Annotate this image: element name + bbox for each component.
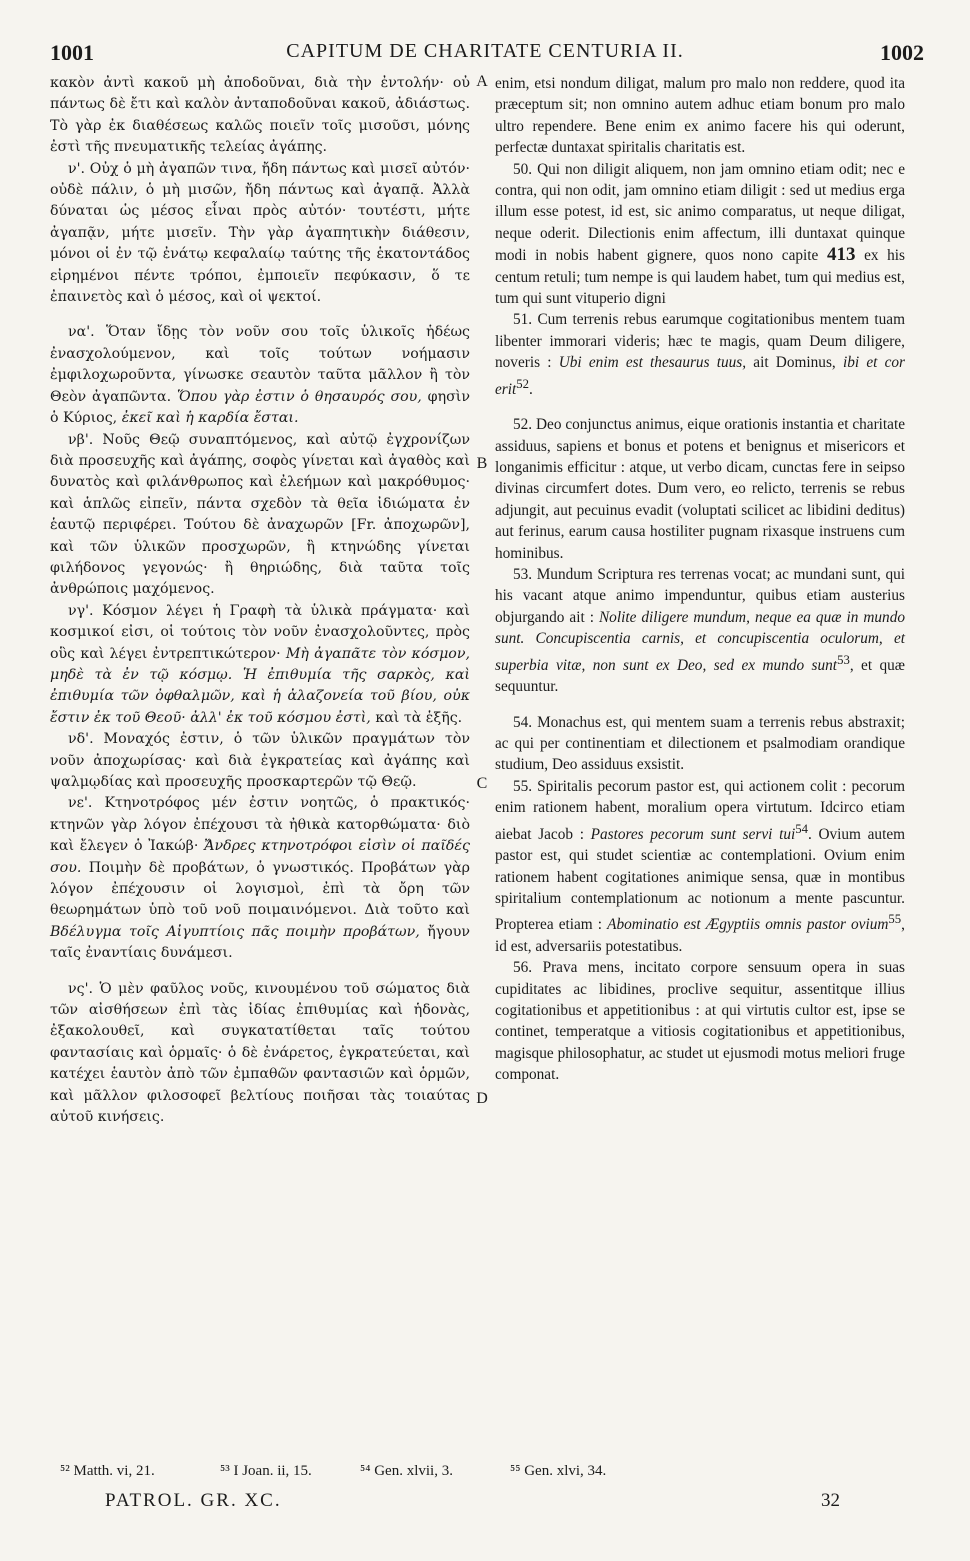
page-number-right: 1002 — [880, 40, 924, 65]
greek-51-quote2: ἐκεῖ καὶ ἡ καρδία ἔσται. — [121, 410, 299, 427]
latin-55-tail: , id est, adversariis potestatibus. — [495, 916, 905, 955]
latin-paragraph-50 — [495, 159, 905, 310]
greek-paragraph-intro: κακὸν ἀντὶ κακοῦ μὴ ἀποδοῦναι, διὰ τὴν ἐντολήν· οὐ πάντως δὲ ἔτι καὶ καλὸν ἀνταποδοῦναι κακοῦ, ἀδιάστως. Τὸ γὰρ ἐκ διαθέσεως καλῶς ποιεῖν τοῖς μισοῦσι, μόνης ἐστὶ τῆς πνευματικῆς τελείας ἀγάπης. — [50, 75, 470, 156]
latin-51-quote2: ibi et cor erit — [495, 354, 905, 398]
collection-signature: PATROL. GR. XC. — [105, 1490, 282, 1511]
greek-51-quote: Ὅπου γὰρ ἐστιν ὁ θησαυρός σου, — [176, 388, 422, 405]
column-number-insert: 413 — [826, 244, 856, 266]
latin-paragraph-intro: enim, etsi nondum diligat, malum pro malo non reddere, quod ita præceptum sit; non omnino autem adhuc etiam bonum pro malo ultro rependere. Bene enim ex animo facere his qui oderunt, perfectæ duntaxat spiritalis charitatis est. — [495, 75, 905, 157]
latin-paragraph-53 — [495, 564, 905, 698]
greek-55-quote2: Βδέλυγμα τοῖς Αἰγυπτίοις πᾶς ποιμὴν προβάτων, — [50, 923, 420, 940]
latin-53-text: 53. Mundum Scriptura res terrenas vocat; ac mundani sunt, qui his vacant atque animo impenduntur, quibus etiam austerius objurgando ait : — [495, 566, 905, 626]
latin-55-quote2: Abominatio est Ægyptiis omnis pastor ovium — [607, 916, 889, 934]
latin-55-quote: Pastores pecorum sunt servi tui — [590, 825, 796, 843]
footnote-ref-53: 53 — [837, 652, 850, 667]
page-header — [40, 36, 930, 66]
greek-paragraph-54: νδ'. Μοναχός ἐστιν, ὁ τῶν ὑλικῶν πραγμάτων τὸν νοῦν ἀποχωρίσας· καὶ διὰ ἐγκρατείας καὶ ἀγάπης καὶ ψαλμῳδίας καὶ προσευχῆς προσκαρτερῶν τῷ Θεῷ. — [50, 731, 470, 790]
greek-paragraph-53 — [50, 601, 470, 729]
footnote-54: ⁵⁴ Gen. xlvii, 3. — [360, 1463, 453, 1479]
sheet-number: 32 — [821, 1490, 840, 1511]
greek-paragraph-52: νβ'. Νοῦς Θεῷ συναπτόμενος, καὶ αὐτῷ ἐγχρονίζων διὰ προσευχῆς καὶ ἀγάπης, σοφὸς γίνεται καὶ ἀγαθὸς καὶ δυνατὸς καὶ φιλάνθρωπος καὶ ἐλεήμων καὶ μακρόθυμος· καὶ ἁπλῶς εἰπεῖν, πάντα σχεδὸν τὰ θεῖα ἰδιώματα ἐν ἑαυτῷ περιφέρει. Τούτου δὲ ἀναχωρῶν [Fr. ἀποχωρῶν], καὶ τῶν ὑλικῶν προσχωρῶν, ἢ κτηνώδης γίνεται φιλήδονος γεγονώς· ἢ θηριώδης, διὰ ταῦτα τοῖς ἀνθρώποις μαχόμενος. — [50, 431, 470, 598]
section-marker-b: B — [476, 455, 488, 472]
greek-51-tail: φησὶν ὁ Κύριος, — [50, 388, 470, 427]
footnote-ref-54: 54 — [795, 821, 808, 836]
greek-53-quote: Μὴ ἀγαπᾶτε τὸν κόσμον, μηδὲ τὰ ἐν τῷ κόσμῳ. Ἡ ἐπιθυμία τῆς σαρκὸς, καὶ ἐπιθυμία τῶν ὀφθαλμῶν, καὶ ἡ ἀλαζονεία τοῦ βίου, οὐκ ἔστιν ἐκ τοῦ Θεοῦ· ἀλλ' ἐκ τοῦ κόσμου ἐστὶ, — [50, 645, 470, 726]
greek-55-quote: Ἄνδρες κτηνοτρόφοι εἰσὶν οἱ παῖδές σου. — [50, 838, 470, 876]
greek-column — [50, 73, 470, 1129]
greek-55-tail: ἤγουν ταῖς ἐναντίαις δυνάμεσι. — [50, 923, 470, 962]
greek-paragraph-50: ν'. Οὐχ ὁ μὴ ἀγαπῶν τινα, ἤδη πάντως καὶ μισεῖ αὐτόν· οὐδὲ πάλιν, ὁ μὴ μισῶν, ἤδη πάντως καὶ ἀγαπᾷ. Ἀλλὰ δύναται ὡς μέσος εἶναι πρὸς αὐτόν· τουτέστι, μήτε ἀγαπᾷν, μήτε μισεῖν. Τὴν γὰρ ἀγαπητικὴν διάθεσιν, μόνοι οἱ ἐν τῷ ἐνάτῳ κεφαλαίῳ ταύτης τῆς ἑκατοντάδος εἰρημένοι πέντε τρόποι, ἐμποιεῖν πεφύκασιν, ὅ τε ἐπαινετὸς καὶ ὁ μέσος, καὶ οἱ ψεκτοί. — [50, 160, 470, 306]
greek-53-tail: καὶ τὰ ἑξῆς. — [375, 709, 463, 726]
latin-paragraph-55 — [495, 776, 905, 957]
latin-50-text-a: 50. Qui non diligit aliquem, non jam omnino etiam odit; nec e contra, qui non odit, jam omnino etiam diligit : sed ut medius erga illum esse potest, id est, sic animo comparatus, ut neque diligat, neque oderit. Dilectionis enim affectum, illi duntaxat quinque modi in nobis habent gignere, quos nono capite — [495, 160, 905, 265]
latin-50-text-b: ex his centum retuli; tum nempe is qui laudem habet, tum qui medius est, tum qui sunt vituperio digni — [495, 247, 905, 308]
latin-53-quote: Nolite diligere mundum, neque ea quæ in mundo sunt. Concupiscentia carnis, et concupiscentia oculorum, et superbia vitæ, non sunt ex Deo, sed ex mundo sunt — [495, 608, 905, 674]
latin-51-mid: ait Dominus, — [753, 354, 836, 372]
page-footer — [40, 1490, 930, 1520]
latin-paragraph-54: 54. Monachus est, qui mentem suam a terrenis rebus abstraxit; ac qui per continentiam et dilectionem et psalmodiam orandique studium, Deo assiduus exsistit. — [495, 713, 905, 774]
greek-paragraph-51 — [50, 322, 470, 429]
latin-53-tail: , et quæ sequuntur. — [495, 656, 906, 696]
footnote-52: ⁵² Matth. vi, 21. — [60, 1463, 155, 1479]
latin-paragraph-51: 51. Cum terrenis rebus earumque cogitationibus mentem tuam libenter immorari videris; hæc te magis, quam Deum diligere, noveris : Ubi enim est thesaurus tuus, ait Dominus, ibi et cor erit$^{52}$. — [495, 311, 905, 398]
greek-55-mid: Ποιμὴν δὲ προβάτων, ὁ γνωστικός. Προβάτων γὰρ λόγον ἐπέχουσιν οἱ λογισμοὶ, ἐπὶ τὰ ὄρη τῶν θεωρημάτων ὑπὸ τοῦ νοῦ ποιμαινόμενοι. Διὰ τοῦτο καὶ — [50, 859, 471, 919]
latin-51-quote: Ubi enim est thesaurus tuus, — [558, 354, 747, 372]
greek-55-text: νε'. Κτηνοτρόφος μέν ἐστιν νοητῶς, ὁ πρακτικός· κτηνῶν γὰρ λόγον ἐπέχουσι τὰ ἠθικὰ κατορθώματα· διὸ καὶ ἔλεγεν ὁ Ἰακώβ· — [50, 795, 470, 855]
footnotes — [40, 1463, 930, 1487]
footnote-53: ⁵³ I Joan. ii, 15. — [220, 1463, 312, 1479]
latin-51-text: 51. Cum terrenis rebus earumque cogitationibus mentem tuam libenter immorari videris; hæc te magis, quam Deum diligere, noveris : — [495, 311, 905, 372]
latin-column — [495, 73, 905, 1086]
footnote-ref-52: 52 — [516, 376, 529, 391]
latin-55-text-a: 55. Spiritalis pecorum pastor est, qui actionem colit : pecorum enim rationem habent, moralium opera virtutum. Idcirco etiam aiebat Jacob : — [495, 777, 905, 843]
running-title: CAPITUM DE CHARITATE CENTURIA II. — [286, 40, 684, 62]
greek-51-text: να'. Ὅταν ἴδῃς τὸν νοῦν σου τοῖς ὑλικοῖς ἡδέως ἐνασχολούμενον, καὶ τοῖς τούτων νοήμασιν ἐμφιλοχωροῦντα, γίνωσκε σεαυτὸν ταῦτα μᾶλλον ἢ τὸν Θεὸν ἀγαπῶντα. — [50, 324, 470, 405]
greek-paragraph-55 — [50, 793, 470, 964]
greek-53-text: νγ'. Κόσμον λέγει ἡ Γραφὴ τὰ ὑλικὰ πράγματα· καὶ κοσμικοί εἰσι, οἱ τούτοις τὸν νοῦν ἐνασχολοῦντες, πρὸς οὓς καὶ λέγει ἐντρεπτικώτερον· — [50, 602, 470, 662]
page-number-left: 1001 — [50, 40, 94, 65]
section-marker-c: C — [476, 775, 488, 792]
latin-55-text-b: . Ovium autem pastor est, qui studet scientiæ ac contemplationi. Ovium enim rationem habent cogitationes animique sensa, quæ in montibus spiritalium contemplationum ac notionum a mente pascuntur. Propterea etiam : — [495, 825, 906, 934]
greek-paragraph-56: νς'. Ὁ μὲν φαῦλος νοῦς, κινουμένου τοῦ σώματος διὰ τῶν αἰσθήσεων ἐπὶ τὰς ἰδίας ἐπιθυμίας καὶ ἡδονὰς, ἐξακολουθεῖ, καὶ συγκατατίθεται ταῖς τούτου φαντασίαις καὶ ὁρμαῖς· ὁ δὲ ἐνάρετος, ἐγκρατεύεται, καὶ κατέχει ἑαυτὸν ἀπὸ τῶν ἐμπαθῶν φαντασιῶν καὶ ὁρμῶν, καὶ μᾶλλον φιλοσοφεῖ βελτίους ποιῆσαι τὰς τοιαύτας αὐτοῦ κινήσεις. — [50, 980, 470, 1126]
latin-paragraph-56: 56. Prava mens, incitato corpore sensuum opera in suas cupiditates ac libidines, proclive sequitur, assentitque illius cogitationibus et appetitionibus : at qui virtutis cultor est, ipse se continet, temperatque a vitiosis cogitationibus et appetitionibus, magisque philosophatur, ac studet ut ejusmodi motus meliori fruge componat. — [495, 959, 905, 1084]
section-marker-a: A — [476, 73, 488, 90]
footnote-55: ⁵⁵ Gen. xlvi, 34. — [510, 1463, 607, 1479]
footnote-ref-55: 55 — [888, 912, 902, 927]
section-marker-d: D — [476, 1090, 488, 1107]
latin-paragraph-52: 52. Deo conjunctus animus, eique orationis instantia et charitate assiduus, sapiens et bonus et potens et benignus et misericors et longanimis efficitur : atque, ut verbo dicam, cunctas fere in seipso divinas circumfert dotes. Dum vero, eo relicto, terrenis se rebus adjungit, aut pecuinus evadit (voluptati scilicet ac libidini deditus) aut ferinus, earum causa hostiliter pugnam rixasque instruens cum hominibus. — [495, 416, 905, 562]
